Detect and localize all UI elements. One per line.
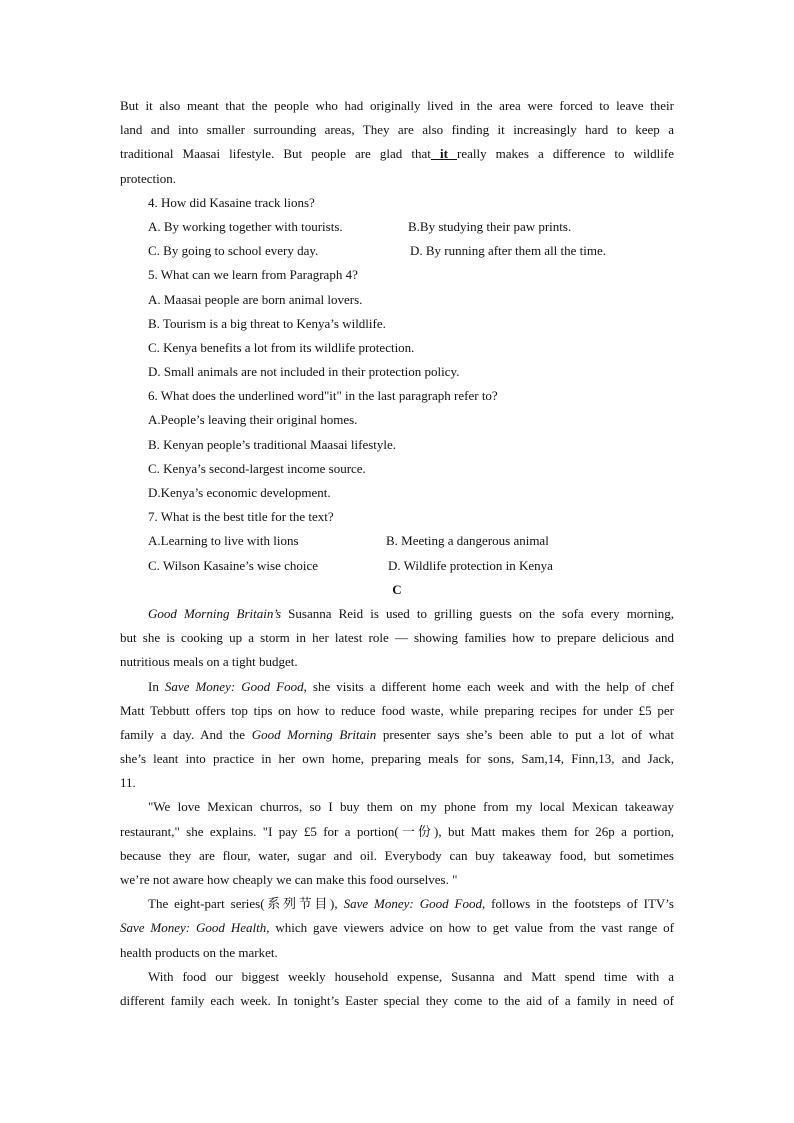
option-b: B.By studying their paw prints.	[408, 218, 572, 234]
text-line: "We love Mexican churros, so I buy them on my phone from my local Mexican takeaway	[148, 799, 674, 815]
option-b: B. Meeting a dangerous animal	[386, 533, 549, 549]
text-line	[120, 142, 674, 166]
question-stem: 4. How did Kasaine track lions?	[148, 194, 315, 210]
text-line: protection.	[120, 170, 176, 186]
option-d: D. By running after them all the time.	[410, 243, 607, 259]
question-stem: 5. What can we learn from Paragraph 4?	[148, 267, 358, 283]
text-line: land and into smaller surrounding areas, They are also finding it increasingly hard to keep a	[120, 122, 674, 138]
option-a: A. By working together with tourists.	[148, 218, 343, 234]
option-b: B. Kenyan people’s traditional Maasai lifestyle.	[148, 436, 397, 452]
text-line: because they are flour, water, sugar and oil. Everybody can buy takeaway food, but sometimes	[120, 847, 674, 863]
text-fragment: family a day. And the	[120, 726, 252, 742]
option-a: A.Learning to live with lions	[148, 533, 299, 549]
show-title: Good Morning Britain’s	[148, 605, 282, 621]
option-row	[120, 215, 674, 239]
option-row	[120, 529, 674, 553]
text-fragment: traditional Maasai lifestyle. But people are glad that	[120, 146, 431, 162]
option-c: C. Wilson Kasaine’s wise choice	[148, 557, 319, 573]
option-d: D. Small animals are not included in their protection policy.	[148, 364, 460, 380]
text-line: With food our biggest weekly household expense, Susanna and Matt spend time with a	[148, 968, 674, 984]
passage-b-closing-paragraph	[120, 94, 674, 191]
text-line: nutritious meals on a tight budget.	[120, 654, 298, 670]
option-row	[120, 239, 674, 263]
option-c: C. By going to school every day.	[148, 243, 319, 259]
question-5	[120, 263, 674, 384]
passage-c-paragraph-3	[120, 795, 674, 892]
text-line	[120, 916, 674, 940]
text-line: restaurant," she explains. "I pay £5 for a portion(一份), but Matt makes them for 26p a portion,	[120, 823, 674, 839]
passage-c-paragraph-2	[120, 675, 674, 796]
option-d: D.Kenya’s economic development.	[148, 485, 331, 500]
show-title: Save Money: Good Food	[343, 896, 482, 912]
show-title: Good Morning Britain	[251, 726, 377, 742]
text-line	[120, 675, 674, 699]
question-7	[120, 505, 674, 578]
text-line	[120, 723, 674, 747]
text-fragment: Susanna Reid is used to grilling guests on the sofa every morning,	[281, 605, 674, 621]
page-content	[120, 94, 674, 1013]
text-fragment: , she visits a different home each week and with the help of chef	[303, 678, 674, 694]
text-line: but she is cooking up a storm in her latest role — showing families how to prepare delicious and	[120, 630, 674, 646]
text-fragment: , which gave viewers advice on how to get value from the vast range of	[266, 920, 674, 936]
text-line: 11.	[120, 775, 136, 791]
underlined-word-it: it	[430, 146, 457, 162]
text-line	[120, 602, 674, 626]
show-title: Save Money: Good Food	[164, 678, 304, 694]
passage-c-paragraph-4	[120, 892, 674, 965]
text-fragment: , follows in the footsteps of ITV’s	[481, 896, 674, 912]
text-line: different family each week. In tonight’s Easter special they come to the aid of a family in need of	[120, 992, 674, 1008]
text-line	[120, 892, 674, 916]
question-6	[120, 384, 674, 505]
text-line: she’s leant into practice in her own home, preparing meals for sons, Sam,14, Finn,13, and Jack,	[120, 751, 674, 767]
show-title: Save Money: Good Health	[120, 920, 267, 936]
question-stem: 7. What is the best title for the text?	[148, 509, 334, 525]
question-stem: 6. What does the underlined word"it" in the last paragraph refer to?	[148, 388, 498, 404]
text-fragment: In	[148, 678, 165, 694]
text-line: we’re not aware how cheaply we can make this food ourselves. "	[120, 872, 458, 887]
option-a: A.People’s leaving their original homes.	[148, 412, 358, 428]
passage-c-paragraph-5	[120, 965, 674, 1013]
option-row	[120, 554, 674, 578]
text-line: health products on the market.	[120, 944, 278, 960]
option-a: A. Maasai people are born animal lovers.	[148, 291, 363, 307]
option-d: D. Wildlife protection in Kenya	[388, 557, 553, 573]
text-fragment: The eight-part series(系列节目),	[148, 896, 344, 912]
section-heading: C	[392, 581, 402, 597]
option-c: C. Kenya’s second-largest income source.	[148, 460, 366, 476]
text-fragment: really makes a difference to wildlife	[457, 146, 674, 162]
text-line: Matt Tebbutt offers top tips on how to reduce food waste, while preparing recipes for under £5 per	[120, 702, 674, 718]
option-c: C. Kenya benefits a lot from its wildlife protection.	[148, 339, 415, 355]
option-b: B. Tourism is a big threat to Kenya’s wildlife.	[148, 315, 386, 331]
text-line: But it also meant that the people who had originally lived in the area were forced to leave their	[120, 98, 674, 113]
text-fragment: presenter says she’s been able to put a lot of what	[376, 726, 675, 742]
passage-c-paragraph-1	[120, 602, 674, 675]
question-4	[120, 191, 674, 264]
